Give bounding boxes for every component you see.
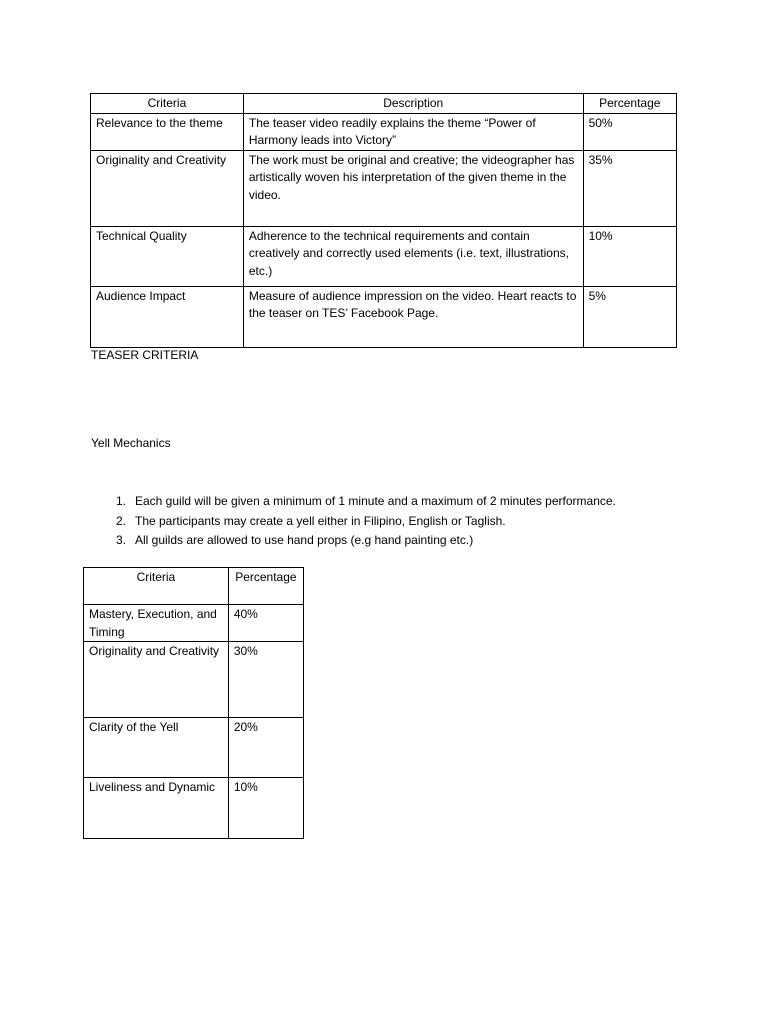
table-header-row xyxy=(91,94,677,114)
yell-mechanics-heading: Yell Mechanics xyxy=(91,436,171,450)
table-header-row xyxy=(84,568,304,605)
list-item xyxy=(91,492,616,512)
description-cell: The work must be original and creative; the videographer has artistically woven his interpretation of the given theme in the video. xyxy=(243,150,583,226)
teaser-criteria-table xyxy=(90,93,677,348)
table-row xyxy=(84,718,304,778)
percentage-cell: 10% xyxy=(583,226,676,286)
yell-criteria-table xyxy=(83,567,304,839)
criteria-cell: Clarity of the Yell xyxy=(84,718,229,778)
criteria-cell: Originality and Creativity xyxy=(91,150,244,226)
list-text: The participants may create a yell either in Filipino, English or Taglish. xyxy=(135,513,506,528)
column-header-percentage: Percentage xyxy=(228,568,303,605)
description-cell: The teaser video readily explains the theme “Power of Harmony leads into Victory” xyxy=(243,113,583,150)
percentage-cell: 10% xyxy=(228,778,303,839)
list-text: All guilds are allowed to use hand props (e.g hand painting etc.) xyxy=(135,533,474,547)
column-header-criteria: Criteria xyxy=(91,94,244,114)
table-row xyxy=(91,226,677,286)
list-item xyxy=(91,531,616,551)
teaser-criteria-caption: TEASER CRITERIA xyxy=(91,348,199,362)
list-text: Each guild will be given a minimum of 1 minute and a maximum of 2 minutes performance. xyxy=(135,494,616,508)
table-row xyxy=(91,150,677,226)
description-cell: Measure of audience impression on the video. Heart reacts to the teaser on TES’ Facebook Page. xyxy=(243,286,583,347)
list-item xyxy=(91,512,616,532)
table-row xyxy=(91,113,677,150)
list-number: 2. xyxy=(115,513,126,528)
percentage-cell: 5% xyxy=(583,286,676,347)
percentage-cell: 35% xyxy=(583,150,676,226)
criteria-cell: Liveliness and Dynamic xyxy=(84,778,229,839)
percentage-cell: 40% xyxy=(228,605,303,642)
criteria-cell: Technical Quality xyxy=(91,226,244,286)
list-number: 3. xyxy=(115,533,126,547)
criteria-cell: Mastery, Execution, and Timing xyxy=(84,605,229,642)
description-cell: Adherence to the technical requirements and contain creatively and correctly used elements (i.e. text, illustrations, etc.) xyxy=(243,226,583,286)
percentage-cell: 30% xyxy=(228,642,303,718)
criteria-cell: Audience Impact xyxy=(91,286,244,347)
yell-rules-list xyxy=(91,492,616,551)
criteria-cell: Relevance to the theme xyxy=(91,113,244,150)
percentage-cell: 20% xyxy=(228,718,303,778)
criteria-cell: Originality and Creativity xyxy=(84,642,229,718)
column-header-percentage: Percentage xyxy=(583,94,676,114)
table-row xyxy=(84,642,304,718)
column-header-description: Description xyxy=(243,94,583,114)
table-row xyxy=(84,778,304,839)
table-row xyxy=(84,605,304,642)
percentage-cell: 50% xyxy=(583,113,676,150)
table-row xyxy=(91,286,677,347)
column-header-criteria: Criteria xyxy=(84,568,229,605)
list-number: 1. xyxy=(115,494,126,508)
